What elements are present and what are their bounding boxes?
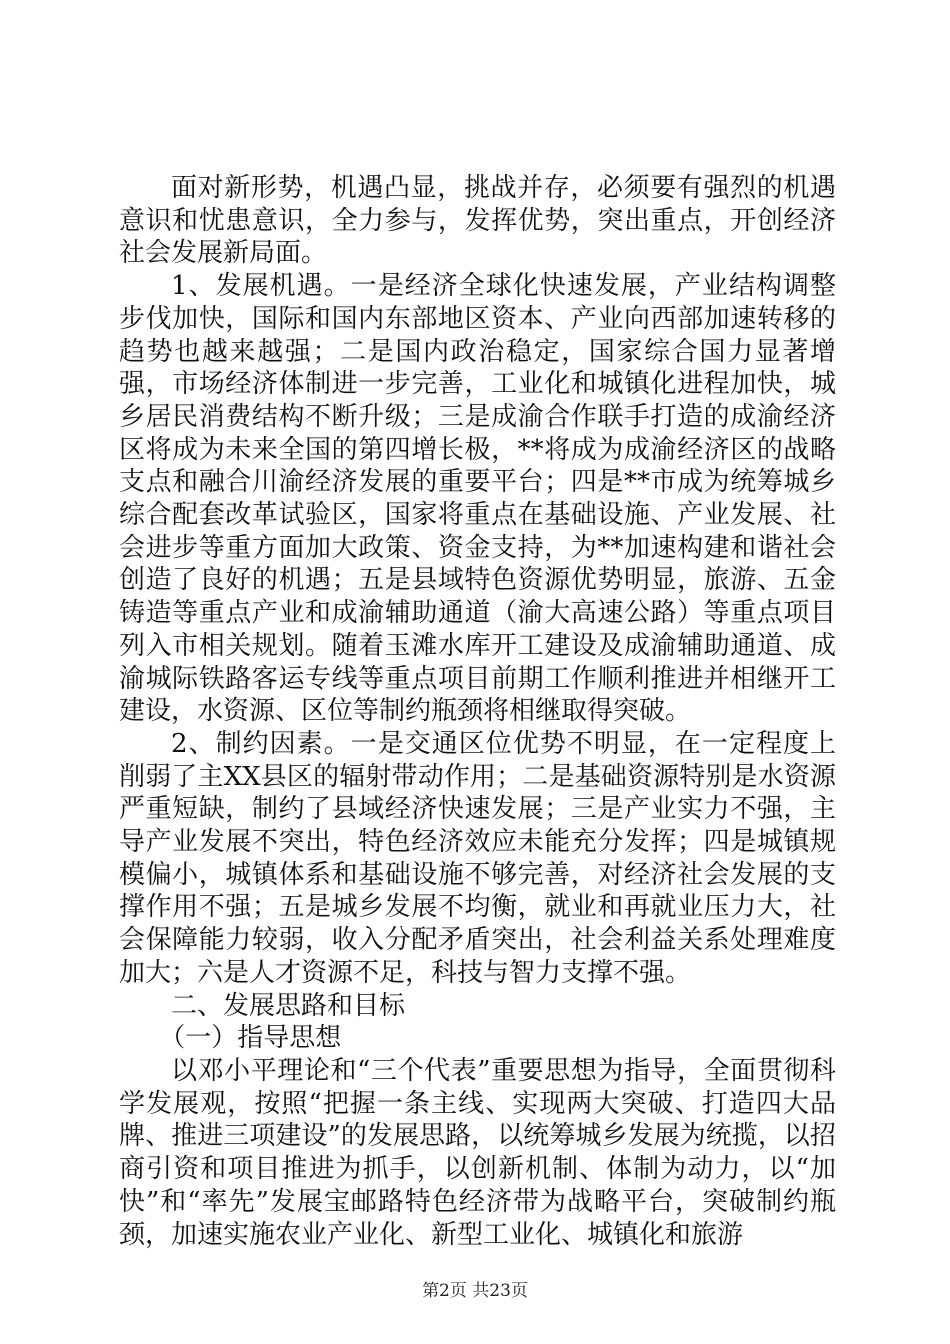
paragraph-opportunities: 1、发展机遇。一是经济全球化快速发展，产业结构调整步伐加快，国际和国内东部地区资本、产业向西部加速转移的趋势也越来越强；二是国内政治稳定，国家综合国力显著增强，市场经济体制进一步完善，工业化和城镇化进程加快，城乡居民消费结构不断升级；三是成渝合作联手打造的成渝经济区将成为未来全国的第四增长极，**将成为成渝经济区的战略支点和融合川渝经济发展的重要平台；四是**市成为统筹城乡综合配套改革试验区，国家将重点在基础设施、产业发展、社会进步等重方面加大政策、资金支持，为**加速构建和谐社会创造了良好的机遇；五是县域特色资源优势明显，旅游、五金铸造等重点产业和成渝辅助通道（渝大高速公路）等重点项目列入市相关规划。随着玉滩水库开工建设及成渝辅助通道、成渝城际铁路客运专线等重点项目前期工作顺利推进并相继开工建设，水资源、区位等制约瓶颈将相继取得突破。 [119, 271, 836, 727]
document-body [119, 172, 836, 1251]
section-heading: 二、发展思路和目标 [171, 990, 406, 1021]
page-number-footer: 第2页 共23页 [422, 1281, 528, 1301]
paragraph-intro: 面对新形势，机遇凸显，挑战并存，必须要有强烈的机遇意识和忧患意识，全力参与，发挥优势，突出重点，开创经济社会发展新局面。 [119, 173, 836, 269]
paragraph-guiding-ideology: 以邓小平理论和“三个代表”重要思想为指导，全面贯彻科学发展观，按照“把握一条主线、实现两大突破、打造四大品牌、推进三项建设”的发展思路，以统筹城乡发展为统揽，以招商引资和项目推进为抓手，以创新机制、体制为动力，以“加快”和“率先”发展宝邮路特色经济带为战略平台，突破制约瓶颈，加速实施农业产业化、新型工业化、城镇化和旅游 [119, 1055, 836, 1250]
subsection-heading: （一）指导思想 [159, 1023, 342, 1054]
paragraph-constraints: 2、制约因素。一是交通区位优势不明显，在一定程度上削弱了主XX县区的辐射带动作用；二是基础资源特别是水资源严重短缺，制约了县域经济快速发展；三是产业实力不强，主导产业发展不突出，特色经济效应未能充分发挥；四是城镇规模偏小，城镇体系和基础设施不够完善，对经济社会发展的支撑作用不强；五是城乡发展不均衡，就业和再就业压力大，社会保障能力较弱，收入分配矛盾突出，社会利益关系处理难度加大；六是人才资源不足，科技与智力支撑不强。 [119, 728, 836, 988]
